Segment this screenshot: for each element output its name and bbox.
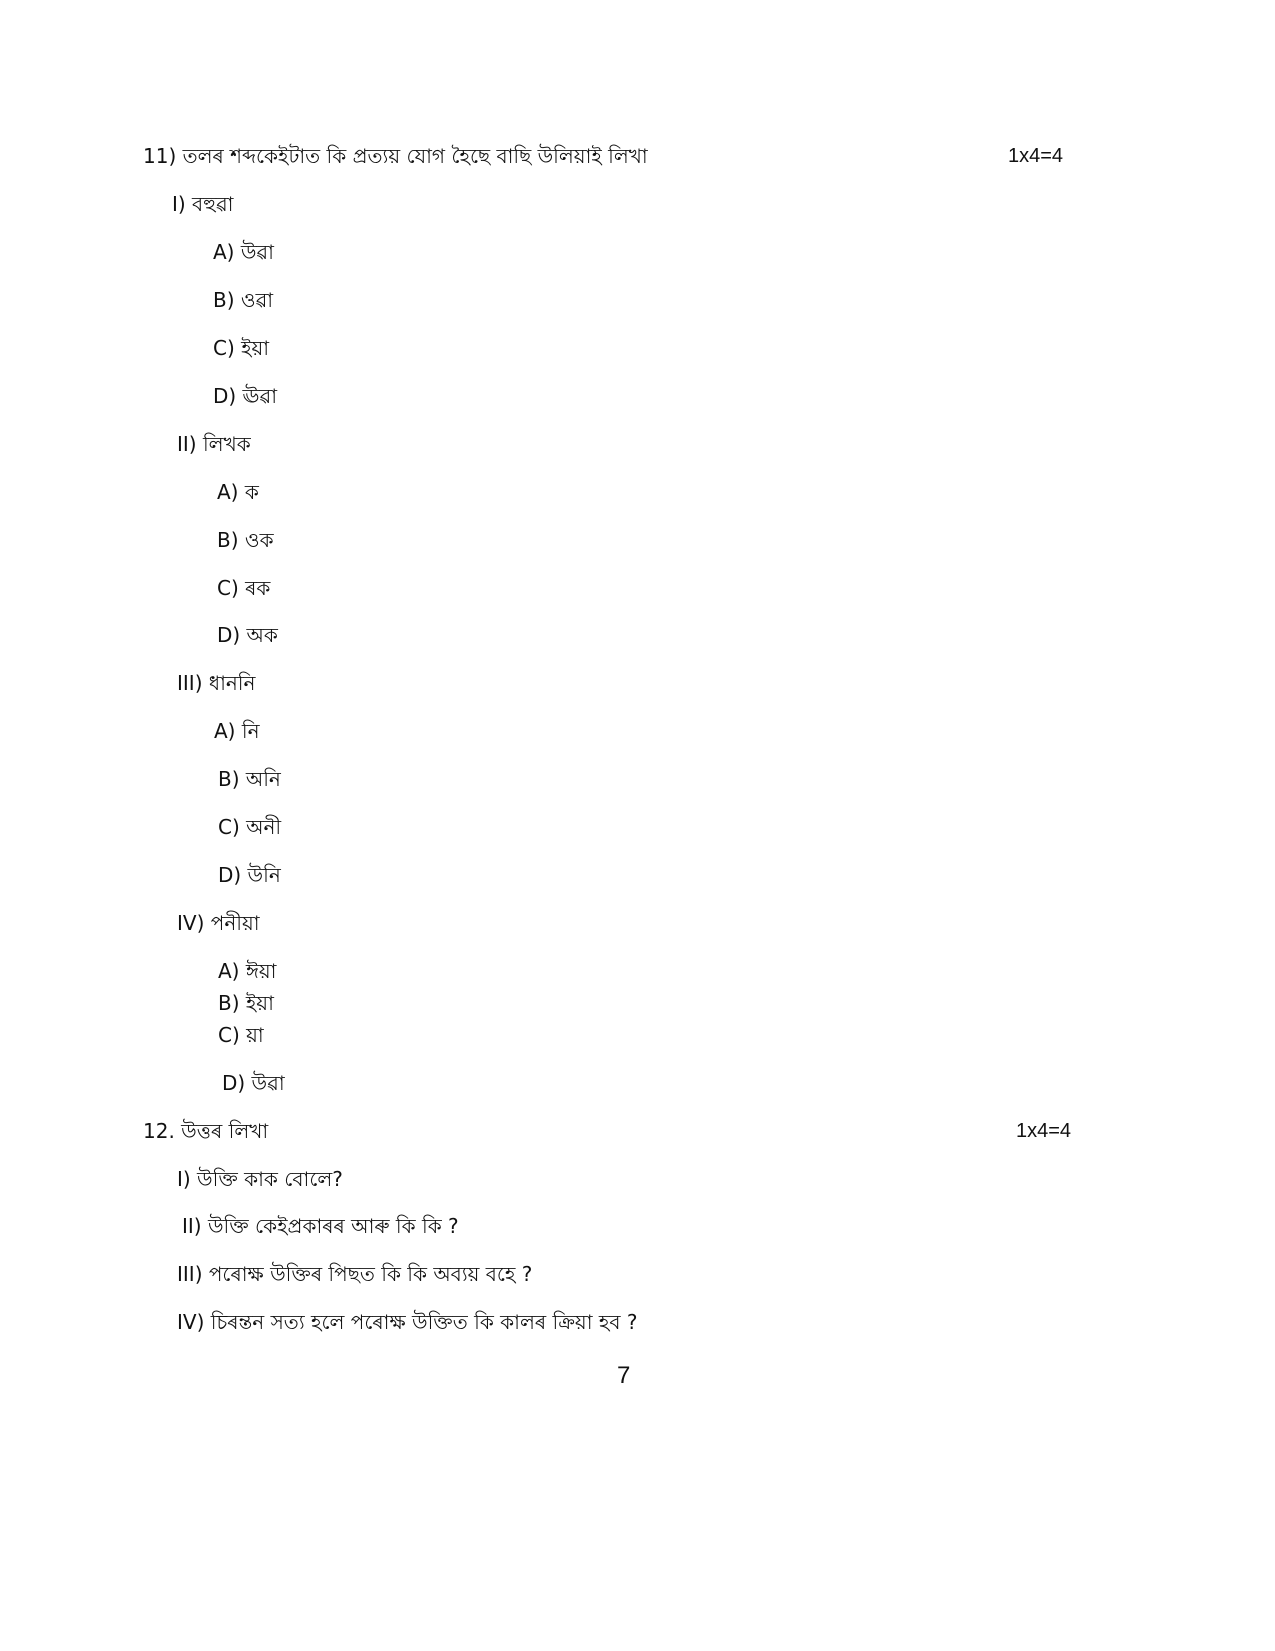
- q11-item-4-option-c: C) য়া: [218, 1023, 264, 1047]
- q11-item-2-option-c: C) ৰক: [217, 576, 271, 600]
- q12-item-4: IV) চিৰন্তন সত্য হলে পৰোক্ষ উক্তিত কি কালৰ ক্ৰিয়া হব ?: [177, 1310, 638, 1334]
- q11-item-4-option-d: D) উৱা: [222, 1071, 285, 1095]
- q11-item-1-option-a: A) উৱা: [213, 240, 274, 264]
- question-11-marks: 1x4=4: [1008, 145, 1064, 167]
- q11-item-1-option-c: C) ইয়া: [213, 336, 270, 360]
- q11-item-4-label: IV) পনীয়া: [177, 911, 260, 935]
- q12-item-3: III) পৰোক্ষ উক্তিৰ পিছত কি কি অব্যয় বহে ?: [177, 1262, 533, 1286]
- question-12-marks: 1x4=4: [1016, 1120, 1072, 1142]
- q11-item-3-option-a: A) নি: [214, 719, 260, 743]
- q11-item-1-option-b: B) ওৱা: [213, 288, 274, 312]
- question-11-heading: 11) তলৰ শব্দকেইটাত কি প্ৰত্যয় যোগ হৈছে বাছি উলিয়াই লিখা: [143, 144, 648, 168]
- q11-item-2-label: II) লিখক: [177, 432, 251, 456]
- q11-item-1-label: I) বহুৱা: [172, 192, 234, 216]
- q11-item-3-option-b: B) অনি: [218, 767, 281, 791]
- q11-item-3-option-c: C) অনী: [218, 815, 282, 839]
- q12-item-1: I) উক্তি কাক বোলে?: [177, 1167, 343, 1191]
- q11-item-2-option-d: D) অক: [217, 623, 278, 647]
- question-12-heading: 12. উত্তৰ লিখা: [143, 1119, 269, 1143]
- q11-item-2-option-a: A) ক: [217, 480, 259, 504]
- q11-item-4-option-b: B) ইয়া: [218, 991, 274, 1015]
- q11-item-1-option-d: D) ঊৱা: [213, 384, 278, 408]
- page-number: 7: [617, 1362, 631, 1389]
- q12-item-2: II) উক্তি কেইপ্ৰকাৰৰ আৰু কি কি ?: [182, 1214, 459, 1238]
- q11-item-3-label: III) ধাননি: [177, 671, 256, 695]
- q11-item-2-option-b: B) ওক: [217, 528, 274, 552]
- q11-item-3-option-d: D) উনি: [218, 863, 281, 887]
- q11-item-4-option-a: A) ঈয়া: [218, 959, 277, 983]
